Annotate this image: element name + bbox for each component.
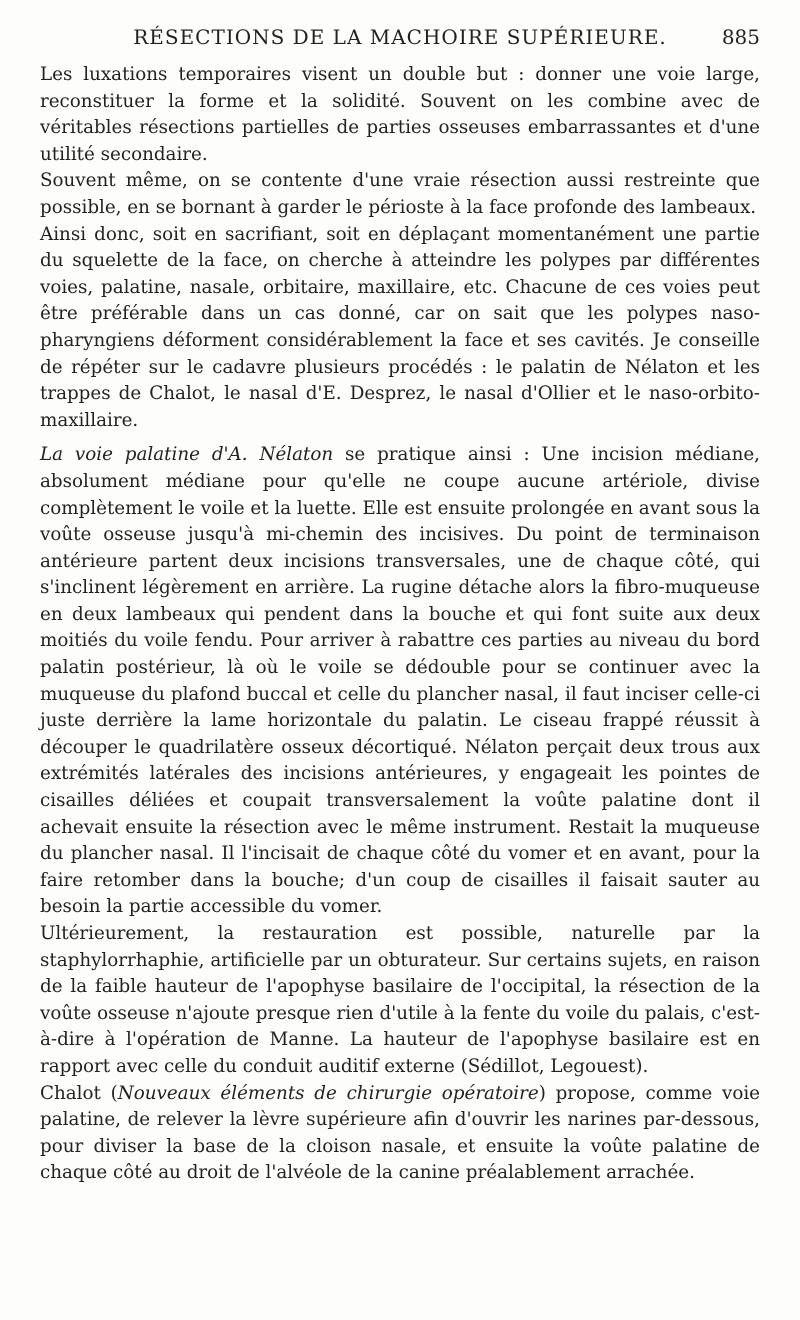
paragraph-text: se pratique ainsi : Une incision médiane, absolument médiane pour qu'elle ne coupe aucune artériole, divise complètement le voile et la luette. Elle est ensuite prolongée en avant sous la voûte osseuse jusqu'à mi-chemin des incisives. Du point de terminaison antérieure partent deux incisions transversales, une de chaque côté, qui s'inclinent légèrement en arrière. La rugine détache alors la fibro-muqueuse en deux lambeaux qui pendent dans la bouche et qui font suite aux deux moitiés du voile fendu. Pour arriver à rabattre ces parties au niveau du bord palatin postérieur, là où le voile se dédouble pour se continuer avec la muqueuse du plafond buccal et celle du plancher nasal, il faut inciser celle-ci juste derrière la lame horizontale du palatin. Le ciseau frappé réussit à découper le quadrilatère osseux décortiqué. Nélaton perçait deux trous aux extrémités latérales des incisions antérieures, y engageait les pointes de cisailles déliées et coupait transversalement la voûte palatine dont il achevait ensuite la résection avec le même instrument. Restait la muqueuse du plancher nasal. Il l'incisait de chaque côté du vomer et en avant, pour la faire retomber dans la bouche; d'un coup de cisailles il faisait sauter au besoin la partie accessible du vomer. [40,444,760,918]
paragraph-text: Ultérieurement, la restauration est possible, naturelle par la staphylorrhaphie, artificielle par un obturateur. Sur certains sujets, en raison de la faible hauteur de l'apophyse basilaire de l'occipital, la résection de la voûte osseuse n'ajoute presque rien d'utile à la fente du voile du palais, c'est-à-dire à l'opération de Manne. La hauteur de l'apophyse basilaire est en rapport avec celle du conduit auditif externe (Sédillot, Legouest). [40,923,760,1077]
body-text [40,62,760,1187]
paragraph-text: Souvent même, on se contente d'une vraie résection aussi restreinte que possible, en se bornant à garder le périoste à la face profonde des lambeaux. [40,170,760,218]
paragraph-text: ) propose, comme voie palatine, de relever la lèvre supérieure afin d'ouvrir les narines par-dessous, pour diviser la base de la cloison nasale, et ensuite la voûte palatine de chaque côté au droit de l'alvéole de la canine préalablement arrachée. [40,1082,760,1184]
paragraph-text: Les luxations temporaires visent un double but : donner une voie large, reconstituer la forme et la solidité. Souvent on les combine avec de véritables résections partielles de parties osseuses embarrassantes et d'une utilité secondaire. [40,64,760,165]
page-number: 885 [721,25,760,49]
paragraph-voie-palatine [40,442,760,921]
paragraph-lead-italic: La voie palatine d'A. Nélaton [40,444,334,466]
paragraph-chalot [40,1081,760,1187]
paragraph-ainsi [40,222,760,435]
running-header [40,22,760,52]
running-title: RÉSECTIONS DE LA MACHOIRE SUPÉRIEURE. [133,25,667,49]
paragraph-ulterieurement [40,921,760,1081]
paragraph-souvent [40,168,760,221]
paragraph-lead: Chalot ( [40,1082,118,1104]
paragraph-text: Ainsi donc, soit en sacrifiant, soit en déplaçant momentanément une partie du squelette de la face, on cherche à atteindre les polypes par différentes voies, palatine, nasale, orbitaire, maxillaire, etc. Chacune de ces voies peut être préférable dans un cas donné, car on sait que les polypes naso-pharyngiens déforment considérablement la face et ses cavités. Je conseille de répéter sur le cadavre plusieurs procédés : le palatin de Nélaton et les trappes de Chalot, le nasal d'E. Desprez, le nasal d'Ollier et le naso-orbito-maxillaire. [40,223,760,431]
paragraph-lead-italic: Nouveaux éléments de chirurgie opératoire [117,1082,539,1104]
paragraph-luxations [40,62,760,168]
